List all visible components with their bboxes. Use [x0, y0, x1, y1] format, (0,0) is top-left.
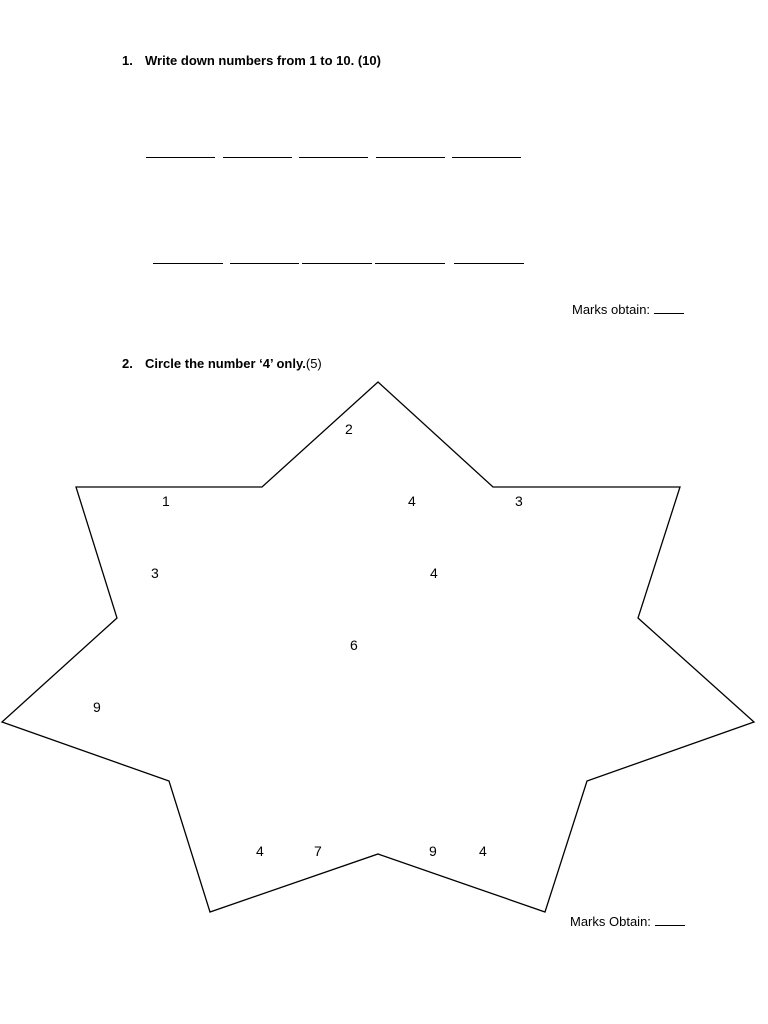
star-number[interactable]: 4 — [479, 843, 487, 859]
marks-blank[interactable] — [655, 915, 685, 926]
marks-label: Marks Obtain: — [570, 914, 651, 929]
question-2-number: 2. — [122, 356, 133, 371]
star-number[interactable]: 4 — [408, 493, 416, 509]
star-number[interactable]: 9 — [429, 843, 437, 859]
question-2-marks — [570, 914, 685, 929]
question-2-marks-value: (5) — [305, 356, 322, 371]
star-number[interactable]: 9 — [93, 699, 101, 715]
star-number[interactable]: 3 — [515, 493, 523, 509]
star-number[interactable]: 3 — [151, 565, 159, 581]
question-2-text: Circle the number ‘4’ only. — [145, 356, 306, 371]
star-number[interactable]: 1 — [162, 493, 170, 509]
question-1-text: Write down numbers from 1 to 10. (10) — [145, 53, 381, 68]
star-number[interactable]: 4 — [430, 565, 438, 581]
star-number[interactable]: 2 — [345, 421, 353, 437]
marks-label: Marks obtain: — [572, 302, 651, 317]
star-number[interactable]: 6 — [350, 637, 358, 653]
star-outline — [2, 382, 754, 912]
question-1-number: 1. — [122, 53, 133, 68]
star-number[interactable]: 7 — [314, 843, 322, 859]
star-number[interactable]: 4 — [256, 843, 264, 859]
